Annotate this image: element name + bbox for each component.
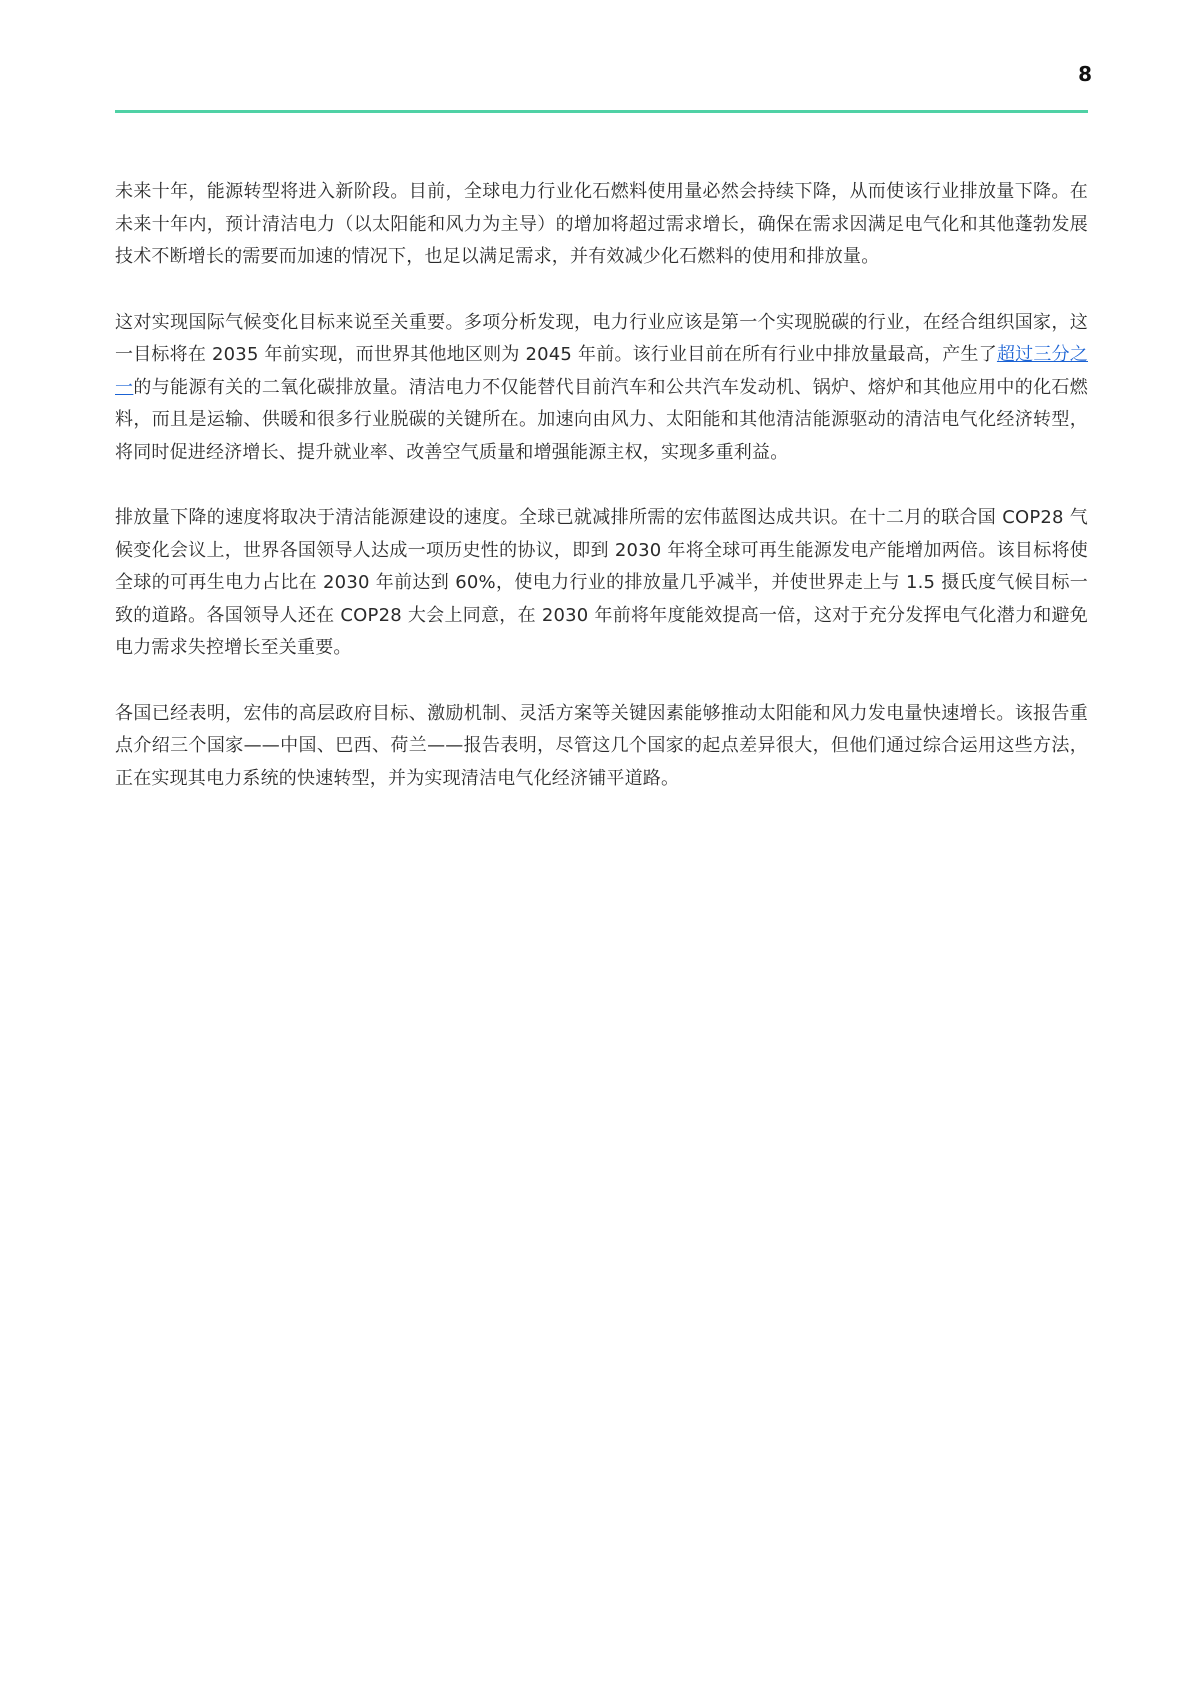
paragraph-4: 各国已经表明，宏伟的高层政府目标、激励机制、灵活方案等关键因素能够推动太阳能和风力发电量快速增长。该报告重点介绍三个国家——中国、巴西、荷兰——报告表明，尽管这几个国家的起点差异很大，但他们通过综合运用这些方法，正在实现其电力系统的快速转型，并为实现清洁电气化经济铺平道路。 [115, 702, 1088, 789]
paragraph-1: 未来十年，能源转型将进入新阶段。目前，全球电力行业化石燃料使用量必然会持续下降，从而使该行业排放量下降。在未来十年内，预计清洁电力（以太阳能和风力为主导）的增加将超过需求增长，确保在需求因满足电气化和其他蓬勃发展技术不断增长的需要而加速的情况下，也足以满足需求，并有效减少化石燃料的使用和排放量。 [115, 181, 1088, 267]
paragraph-2-text-before: 这对实现国际气候变化目标来说至关重要。多项分析发现，电力行业应该是第一个实现脱碳的行业，在经合组织国家，这一目标将在 2035 年前实现，而世界其他地区则为 2045 年前。该行业目前在所有行业中排放量最高，产生了 [115, 311, 1088, 365]
header-divider [115, 110, 1088, 113]
paragraph-2-text-after: 的与能源有关的二氧化碳排放量。清洁电力不仅能替代目前汽车和公共汽车发动机、锅炉、熔炉和其他应用中的化石燃料，而且是运输、供暖和很多行业脱碳的关键所在。加速向由风力、太阳能和其他清洁能源驱动的清洁电气化经济转型，将同时促进经济增长、提升就业率、改善空气质量和增强能源主权，实现多重利益。 [115, 376, 1088, 463]
one-third-link[interactable]: 超过三分之一 [115, 344, 1088, 398]
body-text [115, 176, 1088, 828]
page-number: 8 [1078, 62, 1092, 86]
paragraph-2 [115, 307, 1088, 470]
paragraph-3: 排放量下降的速度将取决于清洁能源建设的速度。全球已就减排所需的宏伟蓝图达成共识。在十二月的联合国 COP28 气候变化会议上，世界各国领导人达成一项历史性的协议，即到 2030 年将全球可再生能源发电产能增加两倍。该目标将使全球的可再生电力占比在 2030 年前达到 60%，使电力行业的排放量几乎减半，并使世界走上与 1.5 摄氏度气候目标一致的道路。各国领导人还在 COP28 大会上同意，在 2030 年前将年度能效提高一倍，这对于充分发挥电气化潜力和避免电力需求失控增长至关重要。 [115, 507, 1088, 658]
